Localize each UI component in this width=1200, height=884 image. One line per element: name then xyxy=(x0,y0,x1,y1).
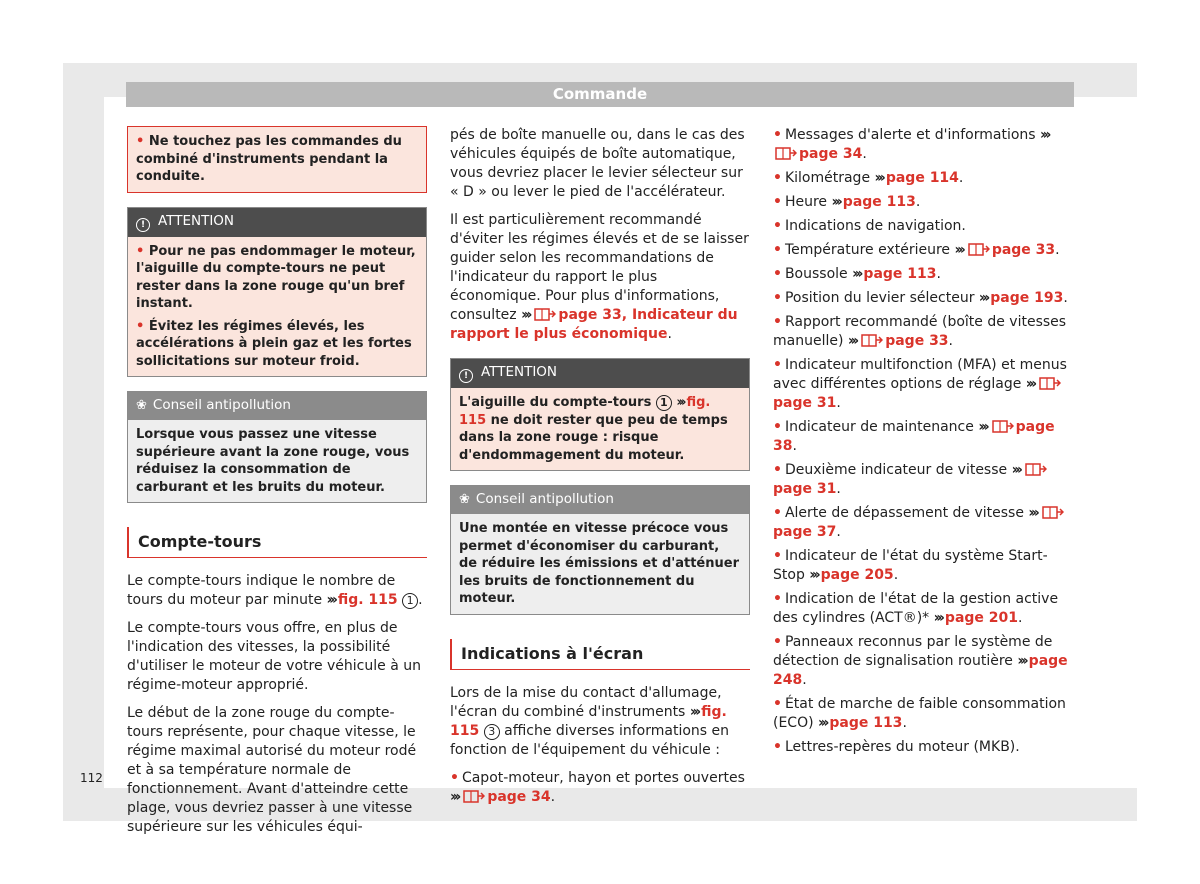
eco-tip-title: Conseil antipollution xyxy=(475,491,614,507)
bullet-icon: • xyxy=(773,548,782,564)
page-link[interactable]: page 114 xyxy=(885,170,959,186)
page-link[interactable]: page 113 xyxy=(829,715,903,731)
list-item-text: Kilométrage xyxy=(784,170,871,186)
page-link[interactable]: page 33, Indicateur du rapport le plus économique xyxy=(450,307,738,342)
list-item: • Indicateur de maintenance ››› page 38. xyxy=(773,419,1055,454)
attention-box-body xyxy=(451,388,749,470)
column-1 xyxy=(127,126,427,846)
page-reference-icon xyxy=(1025,462,1047,476)
attention-text: L'aiguille du compte-tours xyxy=(459,395,652,410)
list-item: • Alerte de dépassement de vitesse ›››page 37. xyxy=(773,504,1073,542)
list-item: • Messages d'alerte et d'informations ›››page 34. xyxy=(773,127,1049,162)
page-reference-icon xyxy=(463,789,485,803)
chevrons-icon: ››› xyxy=(809,567,818,583)
page-reference-icon xyxy=(861,333,883,347)
paragraph: Il est particulièrement recommandé d'éviter les régimes élevés et de se laisser guider selon les recommandations de l'indicateur du rapport le plus économique. Pour plus d'informations, consultez ››› page 33, Indicateur du rapport le plus économique. xyxy=(450,212,749,342)
attention-box-title: ATTENTION xyxy=(481,364,558,380)
list-item: • Indication de l'état de la gestion active des cylindres (ACT®)* ››› page 201. xyxy=(773,591,1059,626)
bullet-icon: • xyxy=(773,634,782,650)
flower-icon: ❀ xyxy=(136,398,147,413)
attention-item xyxy=(136,243,418,313)
page-link[interactable]: page 38 xyxy=(773,419,1055,454)
attention-item-text: Pour ne pas endommager le moteur, l'aiguille du compte-tours ne peut rester dans la zone rouge qu'un bref instant. xyxy=(136,243,416,311)
list-item-text: Messages d'alerte et d'informations xyxy=(784,127,1036,143)
list-item-text: État de marche de faible consommation (ECO) xyxy=(773,696,1066,731)
paragraph xyxy=(450,684,750,760)
attention-box-body xyxy=(128,237,426,377)
page-reference-icon xyxy=(1039,376,1061,390)
page-link[interactable]: page 201 xyxy=(944,610,1019,626)
figure-link[interactable]: fig. 115 xyxy=(459,395,711,428)
list-item-text: Alerte de dépassement de vitesse xyxy=(784,505,1024,521)
bullet-icon: • xyxy=(773,127,782,143)
page-link[interactable]: page 31 xyxy=(773,481,837,497)
paragraph: pés de boîte manuelle ou, dans le cas des véhicules équipés de boîte automatique, vous devriez placer le levier sélecteur sur « D » ou lever le pied de l'accélérateur. xyxy=(450,127,745,200)
display-items-list xyxy=(773,126,1073,757)
list-item: • État de marche de faible consommation (ECO) ››› page 113. xyxy=(773,696,1066,731)
page-link[interactable]: page 193 xyxy=(990,290,1064,306)
list-item: • Température extérieure ››› page 33. xyxy=(773,242,1060,258)
eco-tip-title: Conseil antipollution xyxy=(152,397,291,413)
page-reference-icon xyxy=(992,419,1014,433)
eco-tip-box xyxy=(450,485,750,615)
callout-number: 1 xyxy=(656,395,672,411)
chevrons-icon: ››› xyxy=(831,194,840,210)
bullet-icon: • xyxy=(773,290,782,306)
page-link[interactable]: page 33 xyxy=(885,333,949,349)
page-link[interactable]: page 33 xyxy=(991,242,1056,258)
figure-link[interactable]: fig. 115 xyxy=(337,592,398,608)
list-item: • Panneaux reconnus par le système de détection de signalisation routière ››› page 248. xyxy=(773,634,1068,688)
eco-tip-header xyxy=(451,486,749,514)
bullet-icon: • xyxy=(773,170,782,186)
paragraph-text: Il est particulièrement recommandé d'éviter les régimes élevés et de se laisser guider selon les recommandations de l'indicateur du rapport le plus économique. Pour plus d'informations, consultez xyxy=(450,212,749,323)
eco-tip-body: Lorsque vous passez une vitesse supérieure avant la zone rouge, vous réduisez la consommation de carburant et les bruits du moteur. xyxy=(128,420,426,502)
bullet-icon: • xyxy=(773,505,782,521)
eco-tip-header xyxy=(128,392,426,420)
list-item: • Capot-moteur, hayon et portes ouvertes ››› page 34. xyxy=(450,769,745,805)
chevrons-icon: ››› xyxy=(818,715,827,731)
list-item: • Deuxième indicateur de vitesse ›››page 31. xyxy=(773,461,1073,499)
attention-box-header xyxy=(451,359,749,388)
page-number: 112 xyxy=(80,771,103,785)
column-3 xyxy=(773,126,1073,762)
list-item-text: Indications de navigation. xyxy=(784,218,966,234)
list-item-text: Capot-moteur, hayon et portes ouvertes xyxy=(461,769,745,786)
page-link[interactable]: page 205 xyxy=(820,567,894,583)
warning-note-box xyxy=(127,126,427,193)
list-item: • Boussole ››› page 113. xyxy=(773,266,941,282)
attention-item xyxy=(136,318,418,371)
bullet-icon: • xyxy=(773,266,782,282)
page-link[interactable]: page 34 xyxy=(487,788,551,805)
paragraph: Le compte-tours indique le nombre de tours du moteur par minute ››› fig. 115 1 . xyxy=(127,573,423,608)
chevrons-icon: ››› xyxy=(978,290,988,306)
paragraph: Le compte-tours vous offre, en plus de l'indication des vitesses, la possibilité d'utiliser le moteur de votre véhicule à un régime-moteur approprié. xyxy=(127,620,421,693)
figure-link[interactable]: fig. 115 xyxy=(450,703,727,739)
list-item-text: Boussole xyxy=(784,266,848,282)
list-item: • Heure ››› page 113. xyxy=(773,194,921,210)
callout-number: 1 xyxy=(402,593,418,609)
chevrons-icon: ››› xyxy=(1028,505,1037,521)
page-link[interactable]: page 248 xyxy=(773,653,1068,688)
chevrons-icon: ››› xyxy=(874,170,883,186)
page-link[interactable]: page 31 xyxy=(773,395,837,411)
attention-box-title: ATTENTION xyxy=(158,212,235,229)
page-reference-icon xyxy=(1042,505,1064,519)
callout-number: 3 xyxy=(484,724,500,740)
chevrons-icon: ››› xyxy=(847,333,857,349)
paragraph-text: Le compte-tours indique le nombre de tours du moteur par minute xyxy=(127,573,396,608)
bullet-icon: • xyxy=(450,769,459,786)
list-item: • Kilométrage ››› page 114. xyxy=(773,170,964,186)
display-items-list xyxy=(450,769,750,807)
section-title-indications: Indications à l'écran xyxy=(450,639,750,670)
page-reference-icon xyxy=(968,242,990,256)
flower-icon: ❀ xyxy=(459,492,470,507)
list-item-text: Indicateur de maintenance xyxy=(784,419,974,435)
bullet-icon: • xyxy=(136,134,145,149)
attention-box-header xyxy=(128,208,426,237)
list-item-text: Lettres-repères du moteur (MKB). xyxy=(784,739,1020,755)
attention-box xyxy=(127,207,427,378)
bullet-icon: • xyxy=(773,696,782,712)
paragraph-text: affiche diverses informations en fonction de l'équipement du véhicule : xyxy=(450,722,730,758)
list-item-text: Indicateur multifonction (MFA) et menus avec différentes options de réglage xyxy=(773,357,1067,392)
list-item-text: Position du levier sélecteur xyxy=(784,290,975,306)
section-title-compte-tours: Compte-tours xyxy=(127,527,427,558)
attention-box xyxy=(450,358,750,471)
chevrons-icon: ››› xyxy=(933,610,942,626)
attention-text: ne doit rester que peu de temps dans la zone rouge : risque d'endommagement du moteur. xyxy=(459,412,728,463)
bullet-icon: • xyxy=(773,314,782,330)
list-item: • Indicateur multifonction (MFA) et menus avec différentes options de réglage ›››page 31. xyxy=(773,357,1067,411)
bullet-icon: • xyxy=(136,243,145,259)
column-2 xyxy=(450,126,750,812)
paragraph-text: Lors de la mise du contact d'allumage, l'écran du combiné d'instruments xyxy=(450,684,722,720)
eco-tip-body: Une montée en vitesse précoce vous permet d'économiser du carburant, de réduire les émissions et d'atténuer les bruits de fonctionnement du moteur. xyxy=(451,514,749,614)
page-link[interactable]: page 113 xyxy=(863,266,937,282)
list-item-text: Rapport recommandé (boîte de vitesses manuelle) xyxy=(773,314,1067,349)
list-item-text: Heure xyxy=(784,194,828,210)
bullet-icon: • xyxy=(773,419,782,435)
page-reference-icon xyxy=(775,146,797,160)
list-item: • Position du levier sélecteur ››› page 193. xyxy=(773,290,1068,306)
page-link[interactable]: page 37 xyxy=(773,524,837,540)
list-item-text: Température extérieure xyxy=(784,242,951,258)
bullet-icon: • xyxy=(773,218,782,234)
list-item-text: Panneaux reconnus par le système de détection de signalisation routière xyxy=(773,634,1053,669)
list-item xyxy=(773,217,1073,236)
bullet-icon: • xyxy=(773,739,782,755)
page-link[interactable]: page 113 xyxy=(842,194,916,210)
chevrons-icon: ››› xyxy=(978,419,987,435)
chevrons-icon: ››› xyxy=(326,592,335,608)
attention-icon: ! xyxy=(459,369,473,383)
eco-tip-box xyxy=(127,391,427,503)
chevrons-icon: ››› xyxy=(1040,127,1049,143)
chevrons-icon: ››› xyxy=(689,703,699,720)
warning-note-text: Ne touchez pas les commandes du combiné d'instruments pendant la conduite. xyxy=(136,134,402,184)
chevrons-icon: ››› xyxy=(1017,653,1026,669)
bullet-icon: • xyxy=(773,462,782,478)
list-item: • Indicateur de l'état du système Start-Stop ››› page 205. xyxy=(773,548,1048,583)
chevrons-icon: ››› xyxy=(521,307,530,323)
list-item-text: Deuxième indicateur de vitesse xyxy=(784,462,1008,478)
section-header-title: Commande xyxy=(552,85,648,103)
section-header-bar xyxy=(126,82,1074,107)
page-link[interactable]: page 34 xyxy=(799,146,863,162)
page-reference-icon xyxy=(534,307,556,321)
bullet-icon: • xyxy=(136,318,145,334)
chevrons-icon: ››› xyxy=(852,266,861,282)
attention-item-text: Évitez les régimes élevés, les accélérations à plein gaz et les fortes sollicitations sur moteur froid. xyxy=(136,318,412,369)
bullet-icon: • xyxy=(773,357,782,373)
bullet-icon: • xyxy=(773,242,782,258)
attention-icon: ! xyxy=(136,218,150,232)
list-item-text: Indication de l'état de la gestion active des cylindres (ACT®)* xyxy=(773,591,1059,626)
list-item xyxy=(773,738,1073,757)
bullet-icon: • xyxy=(773,591,782,607)
list-item: • Rapport recommandé (boîte de vitesses manuelle) ››› page 33. xyxy=(773,314,1067,349)
chevrons-icon: ››› xyxy=(676,395,684,410)
chevrons-icon: ››› xyxy=(1011,462,1020,478)
chevrons-icon: ››› xyxy=(450,788,459,805)
chevrons-icon: ››› xyxy=(1025,376,1035,392)
list-item-text: Indicateur de l'état du système Start-Stop xyxy=(773,548,1048,583)
paragraph: Le début de la zone rouge du compte-tours représente, pour chaque vitesse, le régime maximal autorisé du moteur rodé et à sa température normale de fonctionnement. Avant d'atteindre cette plage, vous devriez passer à une vitesse supérieure sur les véhicules équi- xyxy=(127,705,417,835)
chevrons-icon: ››› xyxy=(954,242,963,258)
bullet-icon: • xyxy=(773,194,782,210)
